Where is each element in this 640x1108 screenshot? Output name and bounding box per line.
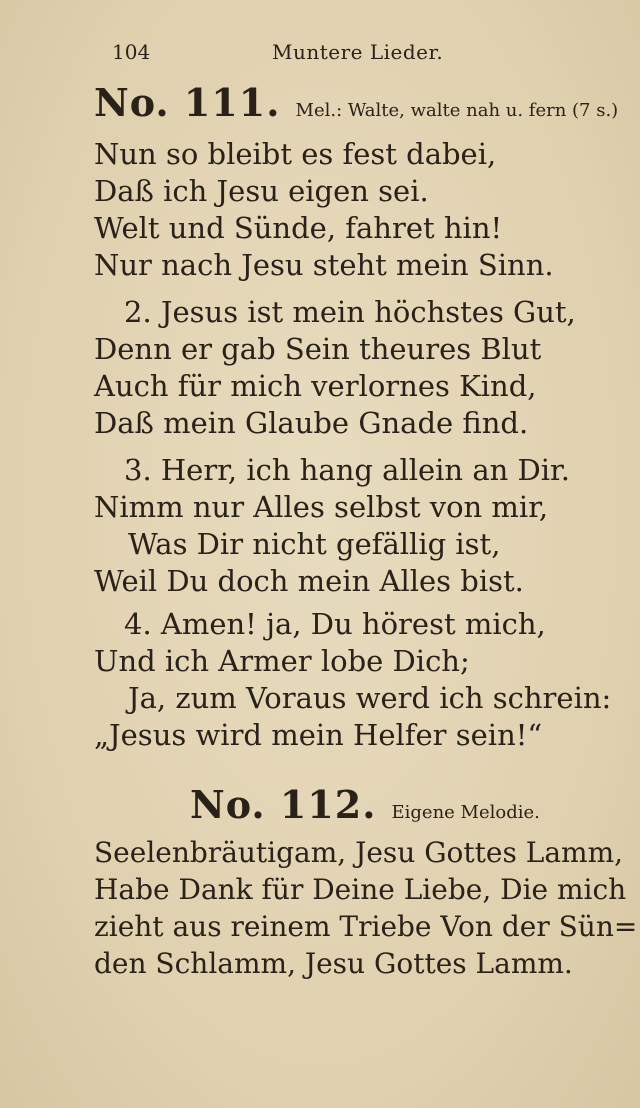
verse-line: 3. Herr, ich hang allein an Dir. (124, 453, 570, 487)
verse-line: Ja, zum Voraus werd ich schrein: (128, 681, 612, 715)
verse-line: Nun so bleibt es fest dabei, (94, 137, 497, 171)
verse-line: Habe Dank für Deine Liebe, Die mich (94, 873, 627, 906)
verse-line: „Jesus wird mein Helfer sein!“ (94, 718, 543, 752)
page-header (0, 40, 640, 70)
melody-note: Mel.: Walte, walte nah u. fern (7 s.) (295, 100, 619, 121)
verse-line: 2. Jesus ist mein höchstes Gut, (124, 295, 576, 329)
verse-line: Nimm nur Alles selbst von mir, (94, 490, 549, 524)
hymn-111-heading (94, 80, 619, 125)
hymn-112-text (94, 834, 638, 982)
verse-line: 4. Amen! ja, Du hörest mich, (124, 607, 546, 641)
verse-2 (94, 294, 614, 442)
hymn-112-heading (190, 782, 540, 827)
page-number: 104 (112, 40, 151, 64)
verse-line: Denn er gab Sein theures Blut (94, 332, 542, 366)
verse-line: Was Dir nicht gefällig ist, (128, 527, 501, 561)
verse-line: Nur nach Jesu steht mein Sinn. (94, 248, 554, 282)
verse-line: Daß ich Jesu eigen sei. (94, 174, 429, 208)
verse-line: Daß mein Glaube Gnade find. (94, 406, 529, 440)
melody-note: Eigene Melodie. (391, 802, 540, 823)
verse-line: Seelenbräutigam, Jesu Gottes Lamm, (94, 836, 624, 869)
running-title: Muntere Lieder. (272, 40, 444, 64)
hymn-number: No. 112. (190, 782, 377, 827)
verse-line: Auch für mich verlornes Kind, (94, 369, 537, 403)
verse-line: den Schlamm, Jesu Gottes Lamm. (94, 947, 573, 980)
hymn-number: No. 111. (94, 80, 281, 125)
verse-4 (94, 606, 614, 754)
verse-3 (94, 452, 614, 600)
verse-1 (94, 136, 614, 284)
verse-line: Und ich Armer lobe Dich; (94, 644, 470, 678)
verse-line: Weil Du doch mein Alles bist. (94, 564, 524, 598)
verse-line: Welt und Sünde, fahret hin! (94, 211, 503, 245)
verse-line: zieht aus reinem Triebe Von der Sün= (94, 910, 638, 943)
